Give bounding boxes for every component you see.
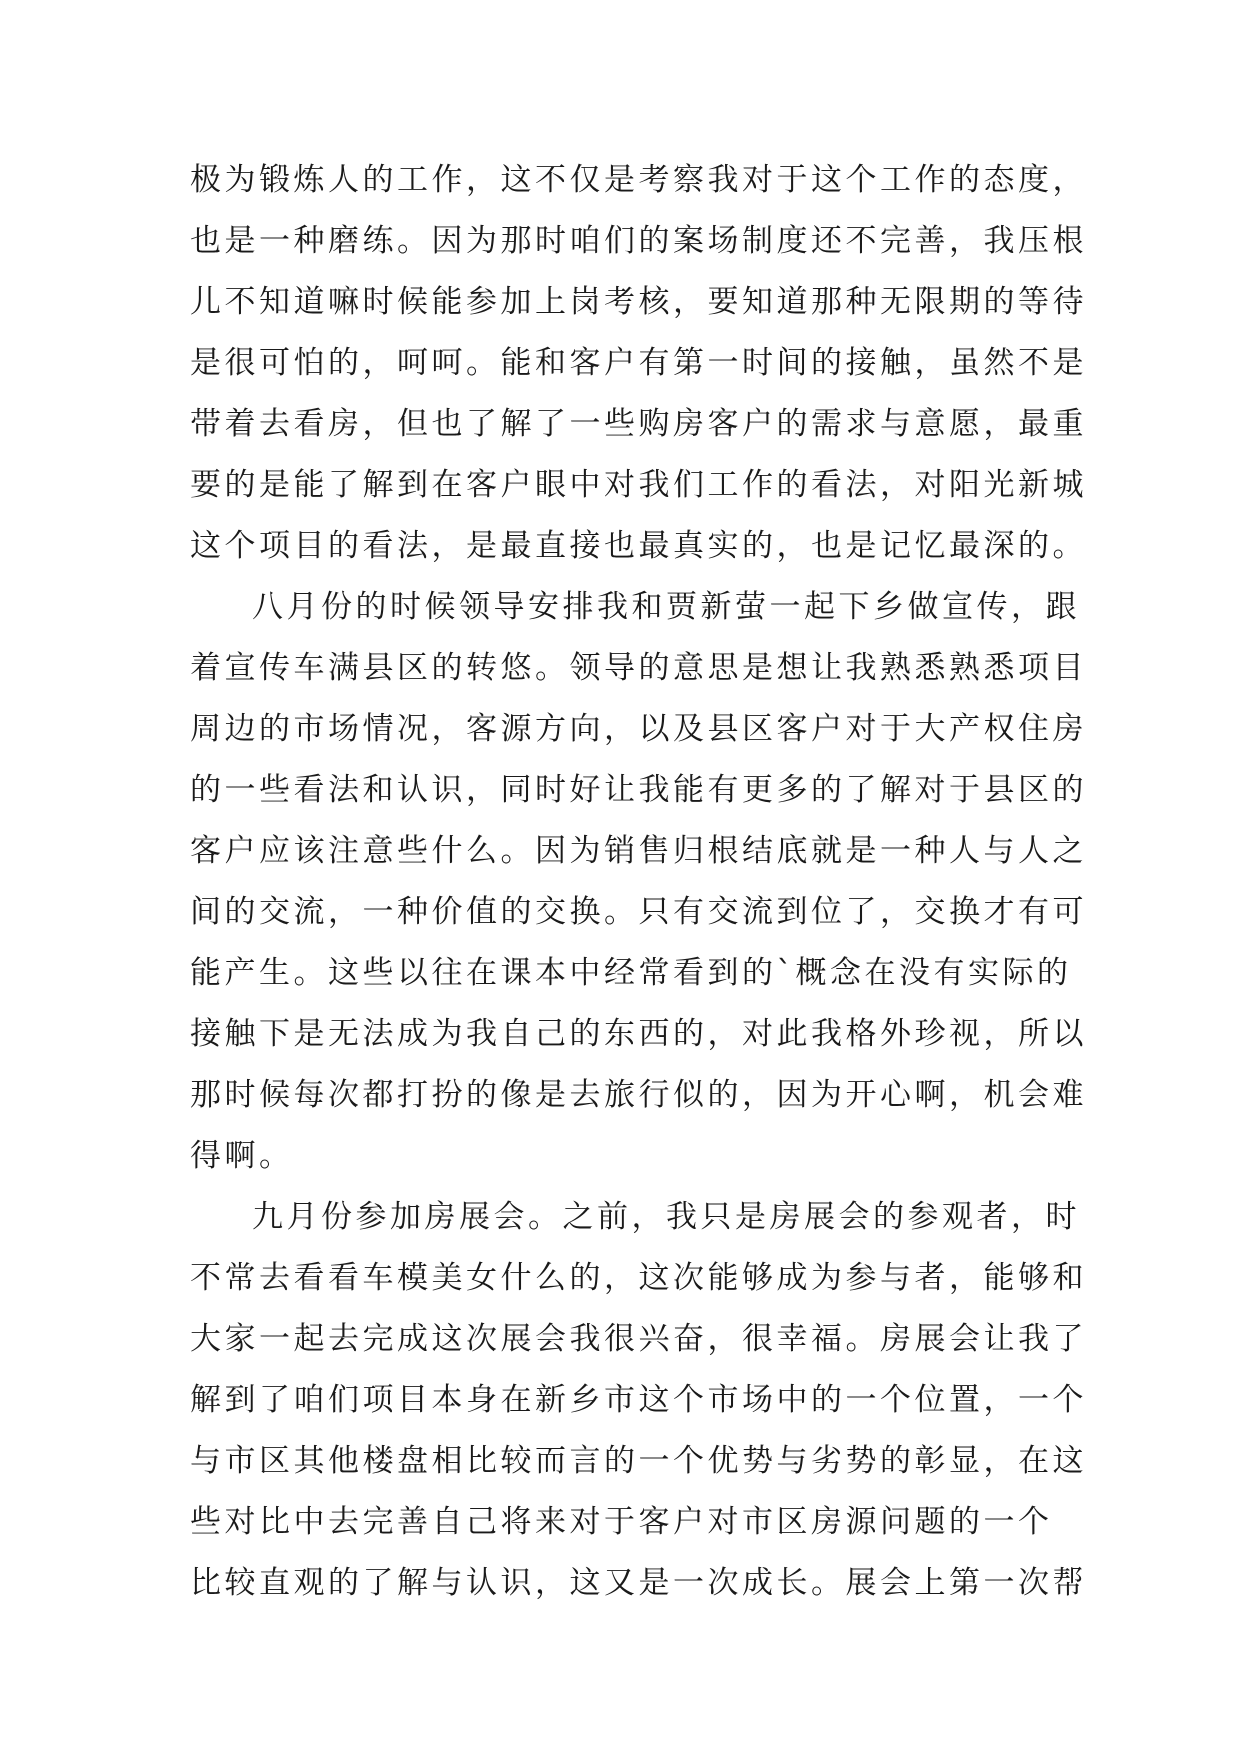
paragraph-2 bbox=[190, 577, 1087, 1187]
text-line: 带着去看房，但也了解了一些购房客户的需求与意愿，最重 bbox=[190, 406, 1087, 442]
text-line: 间的交流，一种价值的交换。只有交流到位了，交换才有可 bbox=[190, 894, 1087, 930]
text-line: 周边的市场情况，客源方向，以及县区客户对于大产权住房 bbox=[190, 711, 1087, 747]
text-line: 儿不知道嘛时候能参加上岗考核，要知道那种无限期的等待 bbox=[190, 284, 1087, 320]
text-line: 大家一起去完成这次展会我很兴奋，很幸福。房展会让我了 bbox=[190, 1321, 1087, 1357]
text-line: 极为锻炼人的工作，这不仅是考察我对于这个工作的态度， bbox=[190, 162, 1087, 198]
text-line: 的一些看法和认识，同时好让我能有更多的了解对于县区的 bbox=[190, 772, 1087, 808]
text-line: 要的是能了解到在客户眼中对我们工作的看法，对阳光新城 bbox=[190, 467, 1087, 503]
text-line: 能产生。这些以往在课本中经常看到的`概念在没有实际的 bbox=[190, 955, 1072, 991]
text-line: 九月份参加房展会。之前，我只是房展会的参观者，时 bbox=[252, 1199, 1080, 1235]
text-line: 八月份的时候领导安排我和贾新萤一起下乡做宣传，跟 bbox=[252, 589, 1080, 625]
text-line: 这个项目的看法，是最直接也最真实的，也是记忆最深的。 bbox=[190, 528, 1087, 564]
paragraph-3 bbox=[190, 1187, 1087, 1614]
text-line: 也是一种磨练。因为那时咱们的案场制度还不完善，我压根 bbox=[190, 223, 1087, 259]
paragraph-1 bbox=[190, 150, 1087, 577]
text-line: 得啊。 bbox=[190, 1138, 294, 1174]
body-text bbox=[190, 150, 1087, 1614]
text-line: 与市区其他楼盘相比较而言的一个优势与劣势的彰显，在这 bbox=[190, 1443, 1087, 1479]
text-line: 些对比中去完善自己将来对于客户对市区房源问题的一个 bbox=[190, 1504, 1053, 1540]
text-line: 客户应该注意些什么。因为销售归根结底就是一种人与人之 bbox=[190, 833, 1087, 869]
text-line: 不常去看看车模美女什么的，这次能够成为参与者，能够和 bbox=[190, 1260, 1087, 1296]
text-line: 比较直观的了解与认识，这又是一次成长。展会上第一次帮 bbox=[190, 1565, 1087, 1601]
text-line: 那时候每次都打扮的像是去旅行似的，因为开心啊，机会难 bbox=[190, 1077, 1087, 1113]
text-line: 着宣传车满县区的转悠。领导的意思是想让我熟悉熟悉项目 bbox=[190, 650, 1087, 686]
text-line: 解到了咱们项目本身在新乡市这个市场中的一个位置，一个 bbox=[190, 1382, 1087, 1418]
text-line: 接触下是无法成为我自己的东西的，对此我格外珍视，所以 bbox=[190, 1016, 1087, 1052]
text-line: 是很可怕的，呵呵。能和客户有第一时间的接触，虽然不是 bbox=[190, 345, 1087, 381]
